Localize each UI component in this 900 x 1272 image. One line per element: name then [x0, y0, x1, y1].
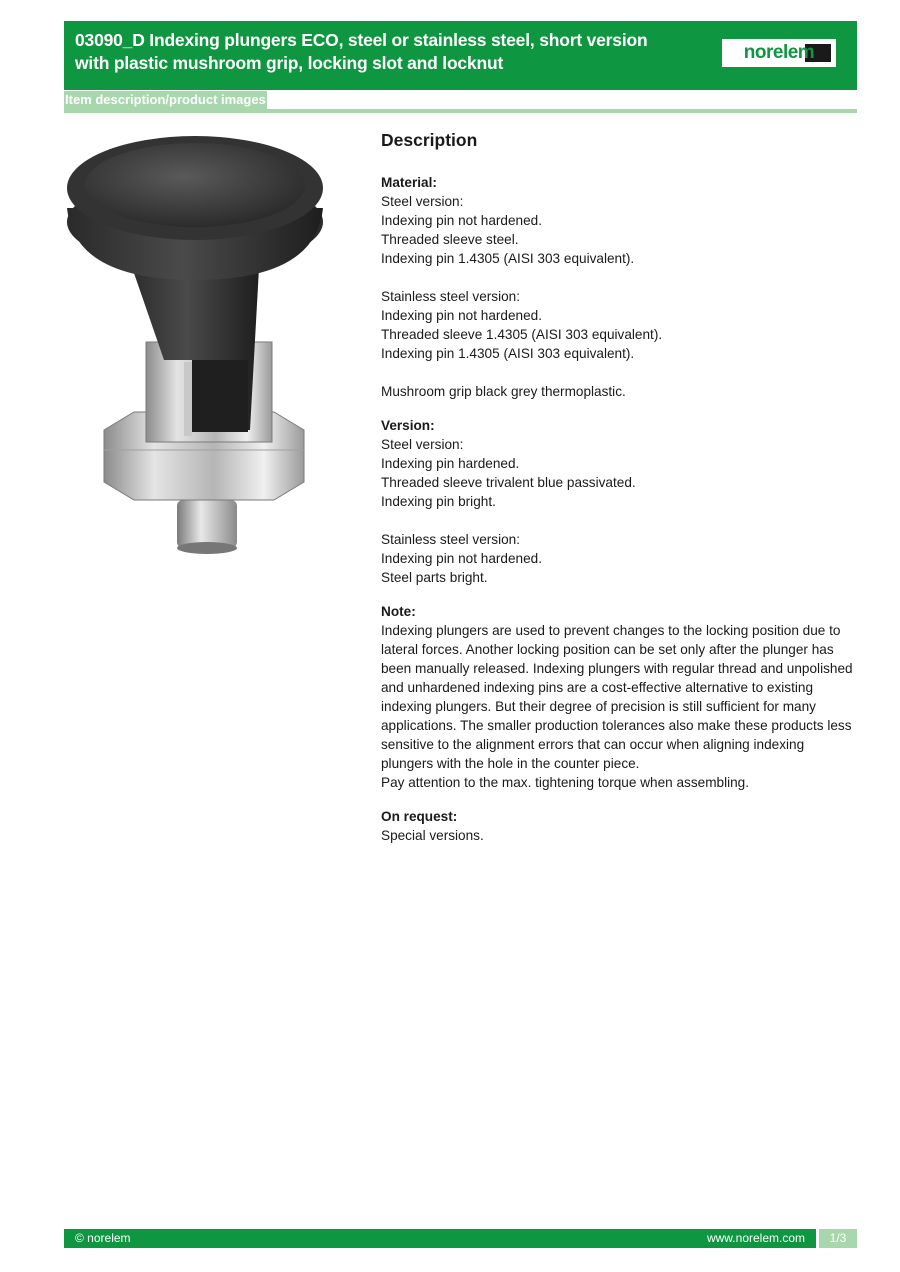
on-request-block — [381, 807, 857, 845]
section-label: Item description/product images — [65, 92, 266, 107]
material-block — [381, 173, 857, 401]
description-heading: Description — [381, 130, 478, 150]
text-line: Indexing pin hardened. — [381, 456, 520, 471]
header-bar — [64, 21, 857, 90]
product-image — [64, 130, 326, 558]
note-block — [381, 602, 857, 792]
section-divider — [64, 109, 857, 113]
text-line: Stainless steel version: — [381, 289, 521, 304]
logo-text: norelem — [743, 42, 815, 63]
copyright: © norelem — [75, 1231, 131, 1245]
norelem-logo — [722, 39, 836, 67]
text-line: Indexing pin not hardened. — [381, 213, 542, 228]
text-line: Steel version: — [381, 194, 464, 209]
text-line: Indexing pin 1.4305 (AISI 303 equivalent). — [381, 346, 635, 361]
version-block — [381, 416, 857, 587]
text-line: Indexing pin bright. — [381, 494, 496, 509]
text-line: Indexing pin not hardened. — [381, 551, 542, 566]
text-line: Indexing pin not hardened. — [381, 308, 542, 323]
material-label: Material: — [381, 175, 437, 190]
text-line: Threaded sleeve 1.4305 (AISI 303 equivalent). — [381, 327, 663, 342]
version-label: Version: — [381, 418, 435, 433]
on-request-text: Special versions. — [381, 828, 484, 843]
text-line: Steel version: — [381, 437, 464, 452]
text-line: Threaded sleeve steel. — [381, 232, 519, 247]
text-line: Stainless steel version: — [381, 532, 521, 547]
mushroom-grip-shape — [85, 143, 305, 227]
page-number: 1/3 — [819, 1229, 857, 1248]
text-line: Steel parts bright. — [381, 570, 488, 585]
text-line: Threaded sleeve trivalent blue passivated. — [381, 475, 636, 490]
note-text: Indexing plungers are used to prevent changes to the locking position due to lateral forces. Another locking position can be set only after the plunger has been manually released. Indexing plungers with regular thread and unpolished and unhardened indexing pins are a cost-effective alternative to existing indexing plungers. But their degree of precision is still sufficient for many applications. The smaller production tolerances also make these products less sensitive to the alignment errors that can occur when aligning indexing plungers with the hole in the counter piece. — [381, 623, 853, 771]
text-line: Indexing pin 1.4305 (AISI 303 equivalent). — [381, 251, 635, 266]
footer-bar — [64, 1229, 816, 1248]
note-label: Note: — [381, 604, 416, 619]
page-title: 03090_D Indexing plungers ECO, steel or stainless steel, short version with plastic mushroom grip, locking slot and locknut — [75, 30, 648, 73]
description-content — [381, 128, 857, 845]
on-request-label: On request: — [381, 809, 458, 824]
text-line: Mushroom grip black grey thermoplastic. — [381, 384, 626, 399]
website-link[interactable]: www.norelem.com — [706, 1231, 805, 1245]
note-text-2: Pay attention to the max. tightening torque when assembling. — [381, 775, 750, 790]
indexing-pin-shape — [177, 500, 237, 548]
